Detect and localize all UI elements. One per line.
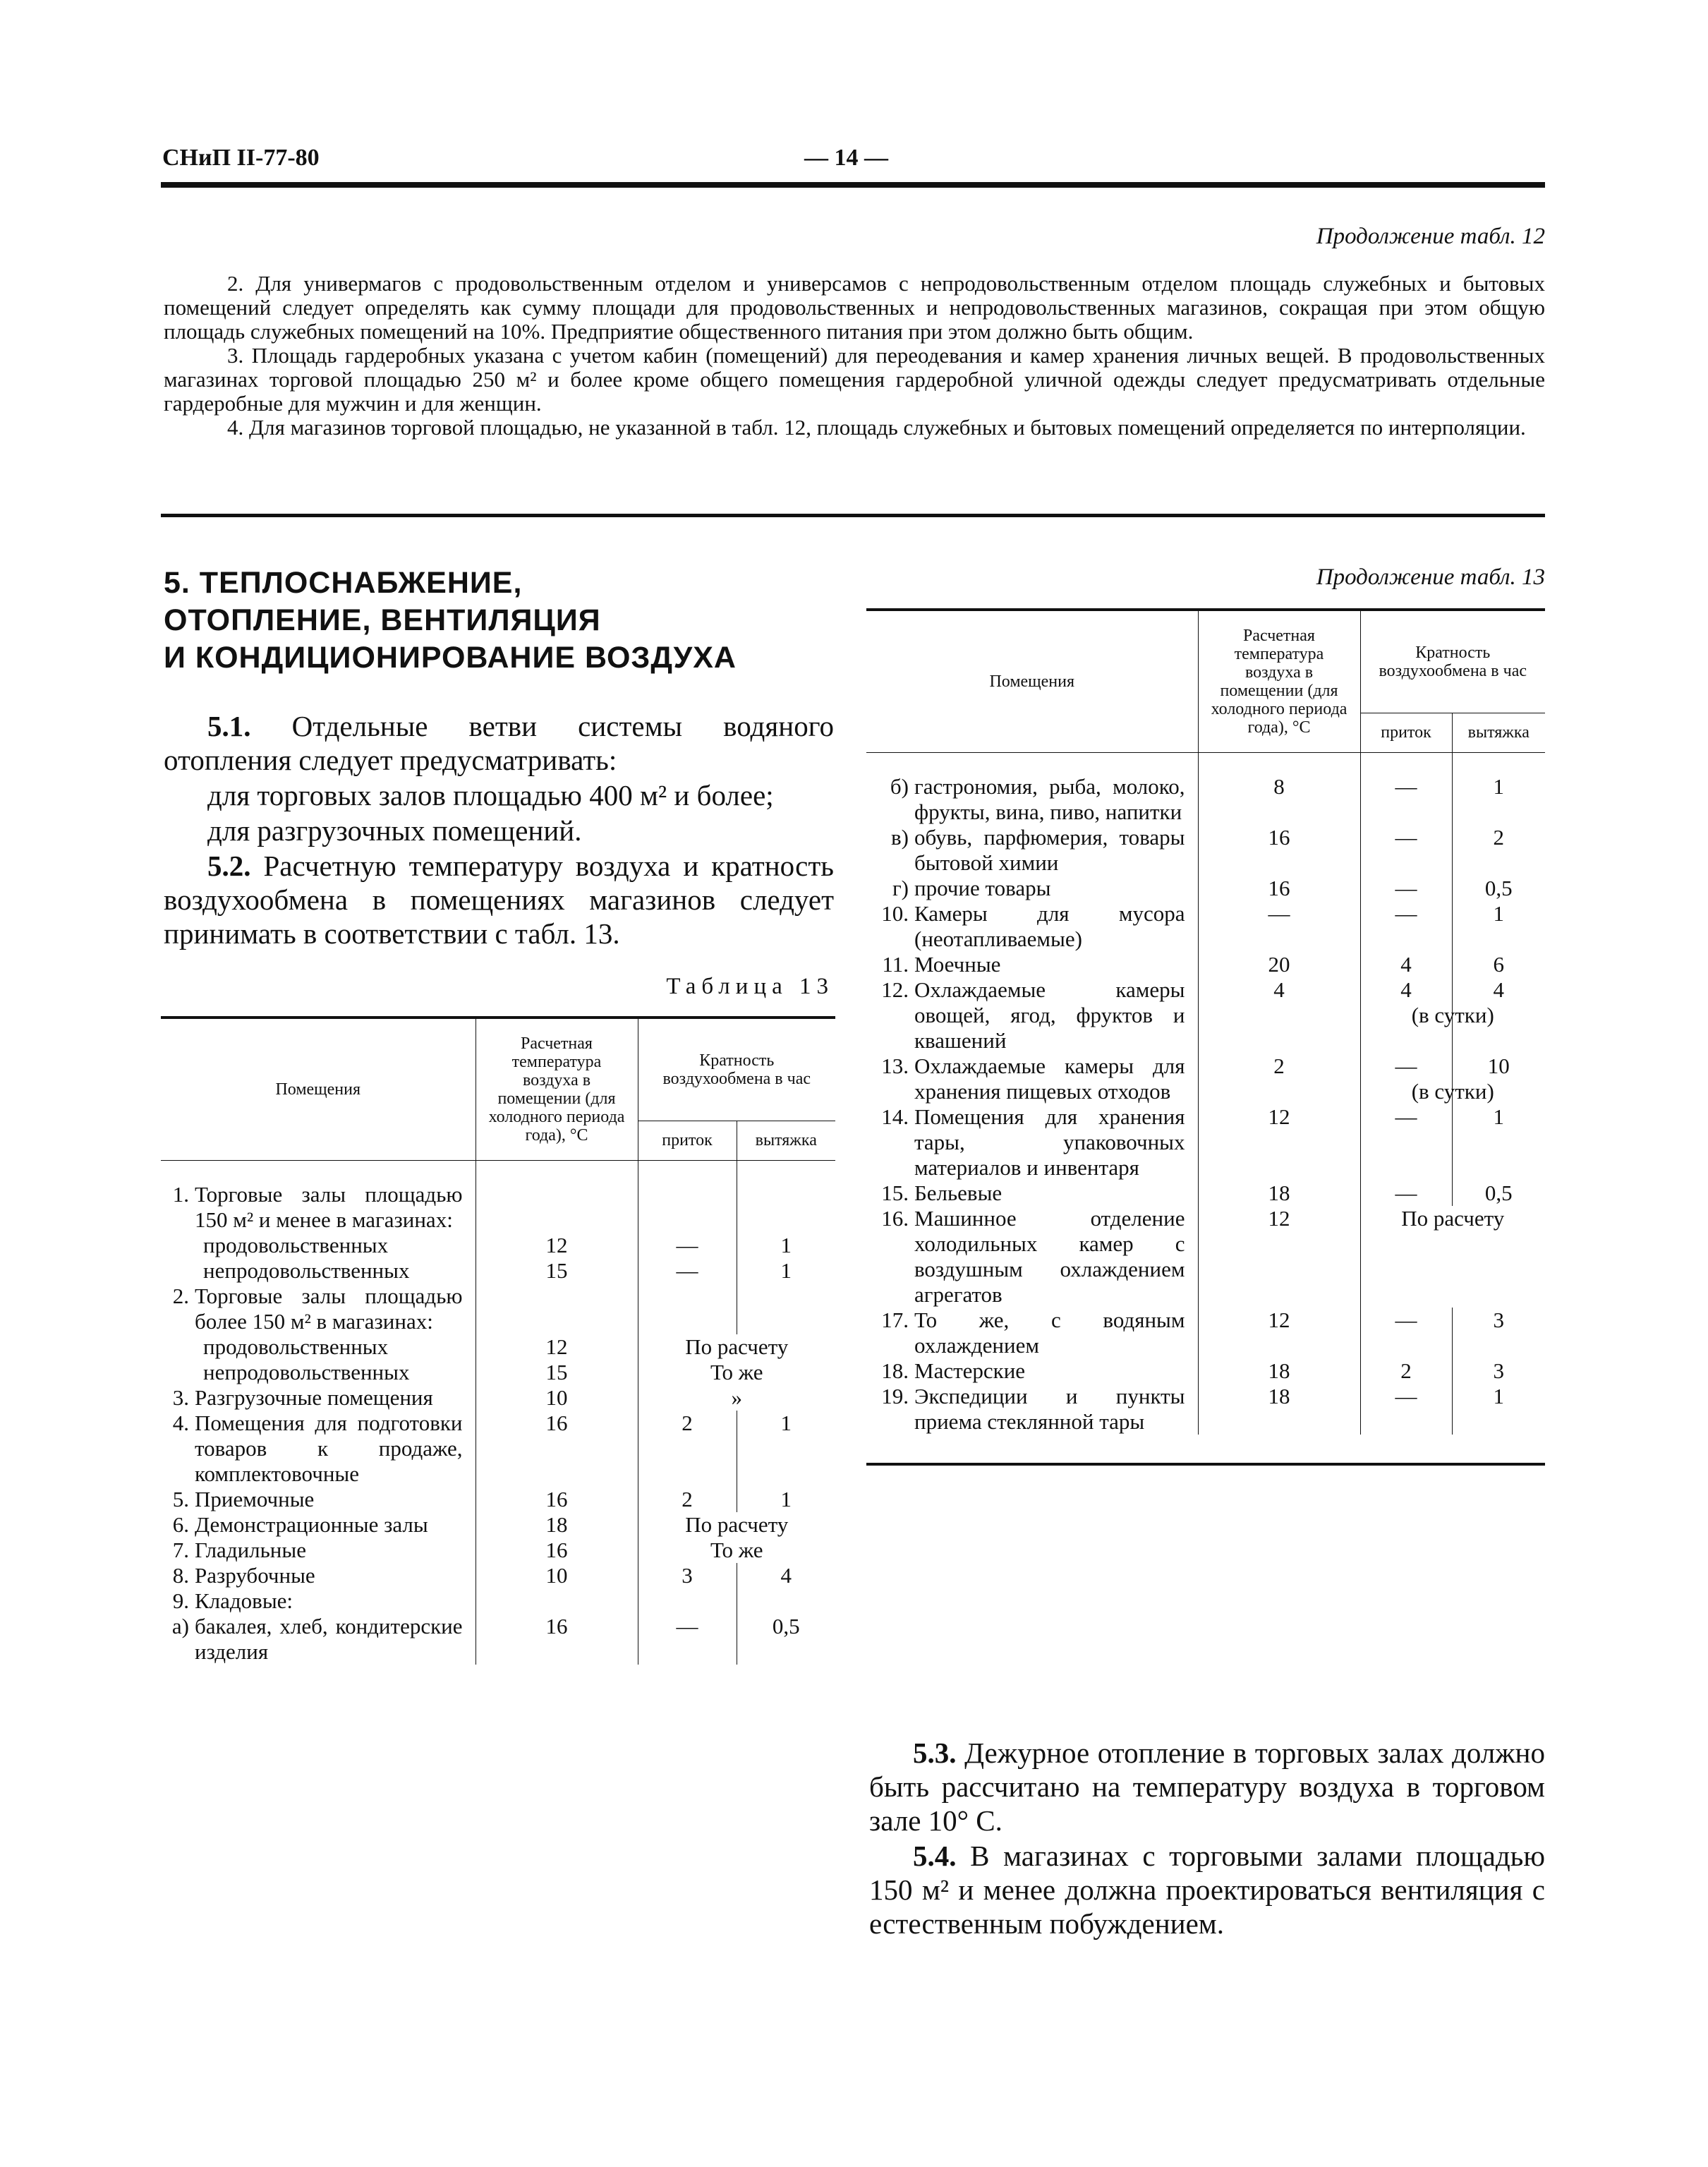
clause-text: В магазинах с торговыми залами площадью 150 м² и менее должна проектироваться вентиляция с естественным побуждением. xyxy=(869,1840,1546,1940)
exhaust-value xyxy=(1452,1384,1545,1435)
clause-number: 5.4. xyxy=(913,1840,957,1872)
row-number: 18. xyxy=(881,1358,909,1383)
clause-5-1-item: для торговых залов площадью 400 м² и более; xyxy=(207,779,774,811)
supply-text: 2 xyxy=(682,1486,693,1511)
exhaust-value xyxy=(737,1233,835,1258)
exhaust-text: 0,5 xyxy=(1484,875,1513,900)
room-name-cell xyxy=(866,1104,1198,1181)
row-number: 15. xyxy=(881,1180,909,1205)
air-exchange-value: По расчету xyxy=(1401,1205,1505,1231)
room-name-cell xyxy=(161,1512,476,1538)
room-name-cell xyxy=(161,1360,476,1385)
row-number: 6. xyxy=(172,1511,189,1537)
exhaust-text: 4 xyxy=(780,1562,792,1588)
room-name: Мастерские xyxy=(914,1358,1026,1383)
room-name: Бельевые xyxy=(914,1180,1003,1205)
temperature-value: — xyxy=(1198,901,1360,952)
table-row xyxy=(866,876,1545,901)
room-name: Экспедиции и пункты приема стеклянной тары xyxy=(914,1383,1185,1434)
supply-value xyxy=(638,1284,737,1334)
exhaust-value xyxy=(1452,952,1545,977)
room-name: непродовольственных xyxy=(203,1359,410,1384)
air-exchange-value: По расчету xyxy=(685,1334,789,1359)
exhaust-text: 2 xyxy=(1493,824,1504,850)
table-row xyxy=(866,825,1545,876)
room-name: непродовольственных xyxy=(203,1257,410,1283)
temperature-value: 16 xyxy=(1198,825,1360,876)
row-number: а) xyxy=(171,1613,189,1638)
table-row xyxy=(161,1411,835,1487)
supply-value xyxy=(1360,1104,1452,1181)
exhaust-text: 1 xyxy=(780,1257,792,1283)
table-row xyxy=(161,1538,835,1563)
room-name-cell xyxy=(161,1284,476,1334)
clause-5-1-item: для разгрузочных помещений. xyxy=(207,814,582,847)
exhaust-value xyxy=(1452,876,1545,901)
table-row xyxy=(866,1104,1545,1181)
clause-5-3 xyxy=(869,1736,1545,1837)
temperature-value: 16 xyxy=(476,1614,638,1665)
supply-text: — xyxy=(1395,1180,1417,1205)
exhaust-text: 1 xyxy=(780,1486,792,1511)
supply-value xyxy=(1360,774,1452,825)
exhaust-value xyxy=(737,1563,835,1588)
row-number: 13. xyxy=(881,1053,909,1078)
table-row xyxy=(866,952,1545,977)
section-title-line: ОТОПЛЕНИЕ, ВЕНТИЛЯЦИЯ xyxy=(164,603,601,637)
room-name-cell xyxy=(866,952,1198,977)
exhaust-text: 3 xyxy=(1493,1358,1504,1383)
document-code: СНиП II-77-80 xyxy=(162,145,320,171)
clause-text: Отдельные ветви системы водяного отопления следует предусматривать: xyxy=(164,710,834,776)
supply-text: — xyxy=(1395,773,1417,799)
supply-value xyxy=(1360,952,1452,977)
exhaust-text: 1 xyxy=(780,1410,792,1435)
row-number: 17. xyxy=(881,1307,909,1332)
temperature-value: 16 xyxy=(476,1411,638,1487)
row-number: 14. xyxy=(881,1104,909,1129)
air-exchange-value: » xyxy=(731,1384,742,1410)
row-number: 16. xyxy=(881,1205,909,1231)
supply-text: 4 xyxy=(1400,977,1412,1002)
supply-value xyxy=(1360,876,1452,901)
exhaust-text: 0,5 xyxy=(772,1613,800,1638)
table-row xyxy=(161,1182,835,1233)
supply-text: — xyxy=(1395,875,1417,900)
row-number: 3. xyxy=(172,1384,189,1410)
exhaust-text: 0,5 xyxy=(1484,1180,1513,1205)
supply-value xyxy=(1360,1308,1452,1358)
temperature-value: 18 xyxy=(1198,1181,1360,1206)
temperature-value: 16 xyxy=(1198,876,1360,901)
supply-text: — xyxy=(1395,1307,1417,1332)
row-number: 7. xyxy=(172,1537,189,1562)
row-number xyxy=(161,1334,195,1360)
row-number: г) xyxy=(892,875,909,900)
clause-number: 5.3. xyxy=(913,1737,957,1769)
supply-value xyxy=(638,1411,737,1487)
exhaust-value xyxy=(1452,901,1545,952)
exhaust-text: 1 xyxy=(1493,900,1504,926)
table-row xyxy=(161,1360,835,1385)
exhaust-value xyxy=(737,1182,835,1233)
room-name: продовольственных xyxy=(203,1334,389,1359)
exhaust-value xyxy=(737,1284,835,1334)
room-name-cell xyxy=(161,1487,476,1512)
table-row xyxy=(161,1385,835,1411)
note-2: 2. Для универмагов с продовольственным отделом и универсамов с непродовольственным отделом площадь служебных и бытовых помещений следует определять как сумму площади для продовольственных и непродовольственных магазинов, сокращая при этом общую площадь служебных помещений на 10%. Предприятие общественного питания при этом должно быть общим. xyxy=(164,271,1545,344)
supply-value xyxy=(1360,1358,1452,1384)
room-name-cell xyxy=(866,1181,1198,1206)
room-name-cell xyxy=(866,1384,1198,1435)
table12-notes xyxy=(164,272,1545,440)
room-name-cell xyxy=(161,1385,476,1411)
table-row xyxy=(161,1512,835,1538)
room-name-cell xyxy=(161,1538,476,1563)
temperature-value: 12 xyxy=(1198,1308,1360,1358)
room-name-cell xyxy=(161,1233,476,1258)
page-number: — 14 — xyxy=(804,145,888,171)
exhaust-value xyxy=(737,1258,835,1284)
table-row xyxy=(161,1487,835,1512)
exhaust-value xyxy=(1452,1104,1545,1181)
clauses-5-1-5-2 xyxy=(164,709,834,952)
supply-value xyxy=(638,1487,737,1512)
note-4: 4. Для магазинов торговой площадью, не указанной в табл. 12, площадь служебных и бытовых помещений определяется по интерполяции. xyxy=(227,415,1526,440)
exhaust-value xyxy=(1411,977,1545,1054)
table-row xyxy=(866,977,1545,1054)
rate-note: (в сутки) xyxy=(1411,1078,1494,1104)
temperature-value: 15 xyxy=(476,1258,638,1284)
row-number xyxy=(161,1360,195,1385)
room-name-cell xyxy=(161,1588,476,1614)
room-name: Камеры для мусора (неотапливаемые) xyxy=(914,900,1185,951)
air-exchange-value: То же xyxy=(710,1537,763,1562)
temperature-value: 16 xyxy=(476,1487,638,1512)
room-name: Кладовые: xyxy=(195,1588,293,1613)
exhaust-value xyxy=(1411,1053,1545,1104)
room-name: прочие товары xyxy=(914,875,1051,900)
room-name: бакалея, хлеб, кондитерские изделия xyxy=(195,1613,463,1664)
header-temperature: Расчетная температура воздуха в помещении (для холодного периода года), °С xyxy=(1198,610,1360,753)
clause-text: Дежурное отопление в торговых залах должно быть рассчитано на температуру воздуха в торговом зале 10° С. xyxy=(869,1737,1546,1837)
room-name-cell xyxy=(161,1411,476,1487)
table12-continuation-label: Продолжение табл. 12 xyxy=(1316,224,1545,249)
room-name-cell xyxy=(161,1614,476,1665)
room-name-cell xyxy=(866,1308,1198,1358)
supply-text: — xyxy=(1395,1104,1417,1129)
exhaust-value xyxy=(1452,1358,1545,1384)
table-row xyxy=(866,1358,1545,1384)
row-number: 10. xyxy=(881,900,909,926)
clause-text: Расчетную температуру воздуха и кратность воздухообмена в помещениях магазинов следует принимать в соответствии с табл. 13. xyxy=(164,850,834,950)
exhaust-value xyxy=(1452,774,1545,825)
room-name-cell xyxy=(866,1054,1198,1104)
supply-value xyxy=(638,1614,737,1665)
room-name: Гладильные xyxy=(195,1537,306,1562)
header-room: Помещения xyxy=(161,1018,476,1161)
supply-text: — xyxy=(676,1613,698,1638)
table-row xyxy=(161,1614,835,1665)
room-name: продовольственных xyxy=(203,1232,389,1257)
room-name-cell xyxy=(866,901,1198,952)
room-name: Машинное отделение холодильных камер с воздушным охлаждением агрегатов xyxy=(914,1205,1185,1307)
exhaust-text: 6 xyxy=(1493,951,1504,977)
table-row xyxy=(866,774,1545,825)
header-temperature: Расчетная температура воздуха в помещении (для холодного периода года), °С xyxy=(476,1018,638,1161)
table-row xyxy=(866,1206,1545,1308)
supply-text: — xyxy=(1395,1053,1417,1078)
table-row xyxy=(866,1384,1545,1435)
temperature-value: 10 xyxy=(476,1563,638,1588)
header-room: Помещения xyxy=(866,610,1198,753)
table-row xyxy=(866,1054,1545,1104)
clause-5-4 xyxy=(869,1839,1545,1940)
header-rule xyxy=(161,182,1545,188)
temperature-value: 12 xyxy=(1198,1206,1360,1308)
exhaust-text: 3 xyxy=(1493,1307,1504,1332)
row-number: 8. xyxy=(172,1562,189,1588)
temperature-value: 8 xyxy=(1198,774,1360,825)
table13-part1 xyxy=(161,1016,835,1693)
room-name: Разгрузочные помещения xyxy=(195,1384,433,1410)
supply-text: — xyxy=(676,1232,698,1257)
temperature-value: 12 xyxy=(1198,1104,1360,1181)
exhaust-value xyxy=(737,1614,835,1665)
room-name: Помещения для хранения тары, упаковочных материалов и инвентаря xyxy=(914,1104,1185,1180)
section-divider xyxy=(161,514,1545,517)
room-name-cell xyxy=(161,1334,476,1360)
row-number: 1. xyxy=(172,1181,189,1207)
row-number: б) xyxy=(890,773,909,799)
note-3: 3. Площадь гардеробных указана с учетом кабин (помещений) для переодевания и камер хранения личных вещей. В продовольственных магазинах торговой площадью 250 м² и более кроме общего помещения гардеробной уличной одежды следует предусматривать отдельные гардеробные для мужчин и для женщин. xyxy=(164,343,1545,416)
room-name: Разрубочные xyxy=(195,1562,315,1588)
clauses-5-3-5-4 xyxy=(869,1736,1545,1942)
row-number: 5. xyxy=(172,1486,189,1511)
rate-note: (в сутки) xyxy=(1411,1002,1494,1027)
supply-value xyxy=(638,1588,737,1614)
row-number: 2. xyxy=(172,1283,189,1308)
supply-value xyxy=(638,1563,737,1588)
table-row xyxy=(161,1284,835,1334)
header-supply: приток xyxy=(1360,713,1452,752)
room-name-cell xyxy=(161,1258,476,1284)
table-row xyxy=(161,1563,835,1588)
room-name: Моечные xyxy=(914,951,1001,977)
exhaust-value xyxy=(1452,1181,1545,1206)
temperature-value: 16 xyxy=(476,1538,638,1563)
table13-caption: Таблица 13 xyxy=(666,974,834,999)
header-air-exchange-rate: Кратность воздухообмена в час xyxy=(1360,610,1545,713)
clause-5-2 xyxy=(164,849,834,950)
clause-number: 5.2. xyxy=(207,850,251,882)
room-name: Торговые залы площадью 150 м² и менее в магазинах: xyxy=(195,1181,463,1232)
row-number: 11. xyxy=(882,951,909,977)
temperature-value: 12 xyxy=(476,1334,638,1360)
supply-text: 3 xyxy=(682,1562,693,1588)
row-number: в) xyxy=(891,824,909,850)
temperature-value: 12 xyxy=(476,1233,638,1258)
clause-number: 5.1. xyxy=(207,710,251,742)
temperature-value: 18 xyxy=(476,1512,638,1538)
header-exhaust: вытяжка xyxy=(1452,713,1545,752)
supply-value xyxy=(1360,1384,1452,1435)
air-exchange-value: По расчету xyxy=(685,1511,789,1537)
row-number: 4. xyxy=(172,1410,189,1435)
room-name: То же, с водяным охлаждением xyxy=(914,1307,1185,1358)
room-name-cell xyxy=(866,876,1198,901)
table-row xyxy=(866,901,1545,952)
supply-value xyxy=(1360,825,1452,876)
table-row xyxy=(161,1258,835,1284)
table-row xyxy=(161,1233,835,1258)
room-name: Помещения для подготовки товаров к продаже, комплектовочные xyxy=(195,1410,463,1486)
room-name: Охлаждаемые камеры для хранения пищевых отходов xyxy=(914,1053,1185,1104)
temperature-value: 2 xyxy=(1198,1054,1360,1104)
exhaust-text: 1 xyxy=(1493,773,1504,799)
room-name: гастрономия, рыба, молоко, фрукты, вина, пиво, напитки xyxy=(914,773,1185,824)
supply-text: — xyxy=(1395,900,1417,926)
table-row xyxy=(161,1334,835,1360)
room-name-cell xyxy=(866,825,1198,876)
temperature-value: 18 xyxy=(1198,1384,1360,1435)
supply-value xyxy=(638,1182,737,1233)
section-title xyxy=(164,565,834,677)
air-exchange-value: То же xyxy=(710,1359,763,1384)
supply-value xyxy=(1360,901,1452,952)
supply-text: — xyxy=(676,1257,698,1283)
supply-text: — xyxy=(1395,824,1417,850)
table-row xyxy=(866,1308,1545,1358)
supply-text: 4 xyxy=(1400,951,1412,977)
table-row xyxy=(161,1588,835,1614)
room-name: Приемочные xyxy=(195,1486,315,1511)
temperature-value: 15 xyxy=(476,1360,638,1385)
section-title-line: 5. ТЕПЛОСНАБЖЕНИЕ, xyxy=(164,566,523,600)
table13-part2 xyxy=(866,608,1545,1466)
section-title-line: И КОНДИЦИОНИРОВАНИЕ ВОЗДУХА xyxy=(164,641,737,675)
row-number xyxy=(161,1233,195,1258)
exhaust-text: 4 xyxy=(1493,977,1504,1002)
header-supply: приток xyxy=(638,1121,737,1160)
clause-5-1 xyxy=(164,709,834,777)
temperature-value xyxy=(476,1182,638,1233)
supply-text: 2 xyxy=(1400,1358,1412,1383)
header-air-exchange-rate: Кратность воздухообмена в час xyxy=(638,1018,835,1121)
exhaust-text: 1 xyxy=(1493,1104,1504,1129)
room-name: обувь, парфюмерия, товары бытовой химии xyxy=(914,824,1185,875)
room-name-cell xyxy=(161,1563,476,1588)
exhaust-text: 1 xyxy=(780,1232,792,1257)
supply-value xyxy=(1360,1181,1452,1206)
room-name: Демонстрационные залы xyxy=(195,1511,428,1537)
supply-text: 2 xyxy=(682,1410,693,1435)
supply-value xyxy=(638,1233,737,1258)
row-number: 9. xyxy=(172,1588,189,1613)
row-number: 12. xyxy=(881,977,909,1002)
room-name-cell xyxy=(161,1182,476,1233)
exhaust-value xyxy=(737,1411,835,1487)
row-number: 19. xyxy=(881,1383,909,1408)
exhaust-value xyxy=(1452,825,1545,876)
exhaust-text: 10 xyxy=(1487,1053,1510,1078)
temperature-value xyxy=(476,1284,638,1334)
row-number xyxy=(161,1258,195,1284)
exhaust-value xyxy=(737,1588,835,1614)
exhaust-value xyxy=(1452,1308,1545,1358)
room-name-cell xyxy=(866,1206,1198,1308)
room-name-cell xyxy=(866,1358,1198,1384)
room-name: Охлаждаемые камеры овощей, ягод, фруктов и квашений xyxy=(914,977,1185,1053)
table-row xyxy=(866,1181,1545,1206)
temperature-value xyxy=(476,1588,638,1614)
exhaust-value xyxy=(737,1487,835,1512)
temperature-value: 20 xyxy=(1198,952,1360,977)
table13-continuation-label: Продолжение табл. 13 xyxy=(1316,565,1545,590)
supply-value xyxy=(638,1258,737,1284)
room-name-cell xyxy=(866,774,1198,825)
supply-text: — xyxy=(1395,1383,1417,1408)
temperature-value: 18 xyxy=(1198,1358,1360,1384)
exhaust-text: 1 xyxy=(1493,1383,1504,1408)
header-exhaust: вытяжка xyxy=(737,1121,835,1160)
temperature-value: 10 xyxy=(476,1385,638,1411)
temperature-value: 4 xyxy=(1198,977,1360,1054)
room-name: Торговые залы площадью более 150 м² в магазинах: xyxy=(195,1283,463,1334)
room-name-cell xyxy=(866,977,1198,1054)
